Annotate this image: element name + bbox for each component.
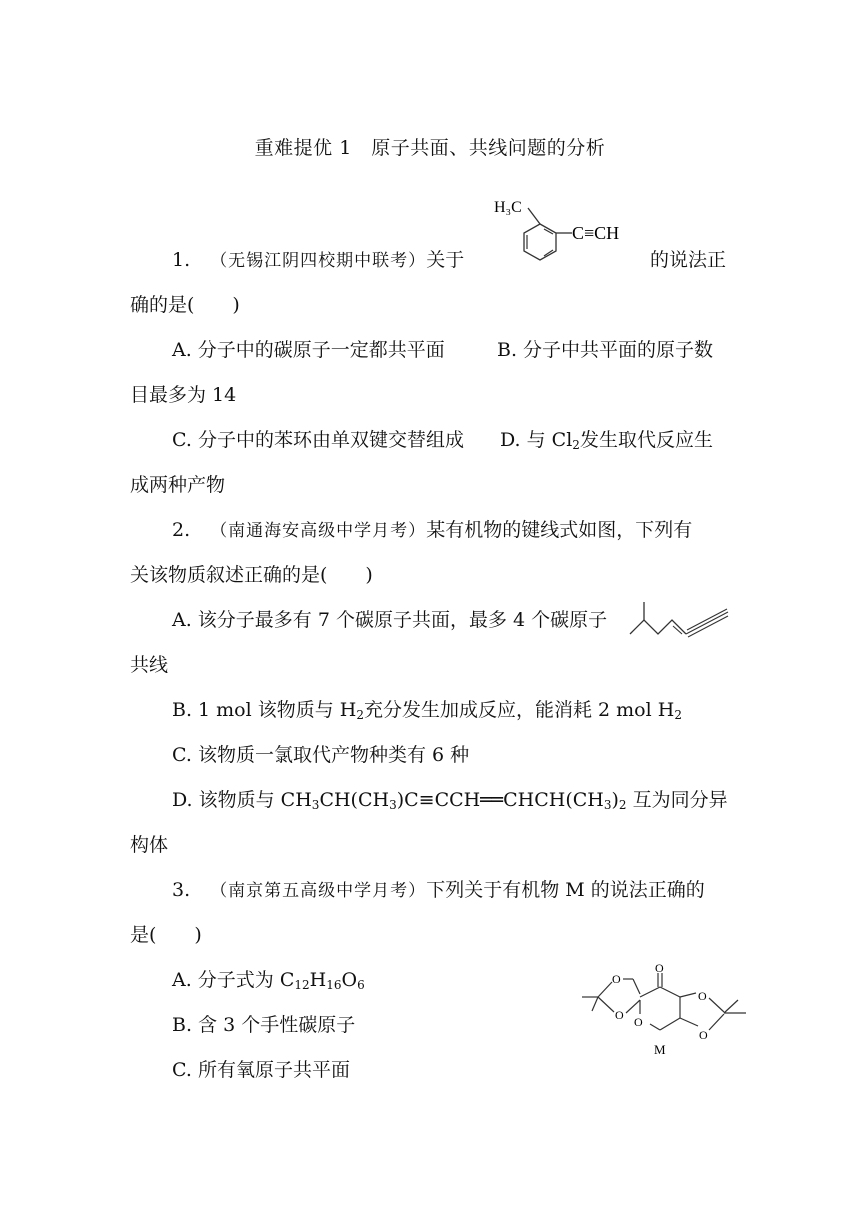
option-1d: D. 与 $Cl_2$发生取代反应生 xyxy=(500,429,713,452)
option-1b-cont: 目最多为 14 xyxy=(130,384,237,406)
methyl-label: H₃C xyxy=(494,199,522,216)
question-source: （无锡江阴四校期中联考） xyxy=(210,251,427,271)
question-2-stem xyxy=(172,515,692,542)
svg-text:O: O xyxy=(634,1015,643,1029)
question-text: 下列关于有机物 M 的说法正确的 xyxy=(426,879,705,901)
molecule-m-label: M xyxy=(654,1042,666,1057)
question-number: 3. xyxy=(172,879,191,901)
question-source: （南通海安高级中学月考） xyxy=(210,521,427,541)
svg-text:O: O xyxy=(655,961,664,975)
option-2a: A. 该分子最多有 7 个碳原子共面，最多 4 个碳原子 xyxy=(172,609,608,631)
option-1d-cont: 成两种产物 xyxy=(130,474,226,496)
question-text: 关于 xyxy=(426,249,465,271)
option-3c: C. 所有氧原子共平面 xyxy=(172,1059,350,1081)
option-2d: D. 该物质与 $CH_3CH(CH_3)C\equiv CCH══CHCH(CH_3)_2$ 互为同分异 xyxy=(172,789,728,812)
molecule-m-structure xyxy=(578,962,753,1057)
question-number: 2. xyxy=(172,519,191,541)
alkyne-label: C≡CH xyxy=(572,223,620,243)
question-number: 1. xyxy=(172,249,191,271)
option-2c: C. 该物质一氯取代产物种类有 6 种 xyxy=(172,744,470,766)
option-1b: B. 分子中共平面的原子数 xyxy=(497,339,714,361)
option-1a: A. 分子中的碳原子一定都共平面 xyxy=(172,339,445,361)
question-1-stem xyxy=(172,245,464,272)
molecule-1-structure xyxy=(492,194,652,266)
molecule-2-structure xyxy=(628,598,738,643)
option-1c: C. 分子中的苯环由单双键交替组成 xyxy=(172,429,464,451)
svg-text:O: O xyxy=(699,1028,708,1042)
page-title: 重难提优 1 原子共面、共线问题的分析 xyxy=(254,137,606,159)
option-2a-cont: 共线 xyxy=(130,654,169,676)
question-1-suffix: 的说法正 xyxy=(650,249,727,271)
question-2-line2: 关该物质叙述正确的是( ) xyxy=(130,564,373,586)
question-source: （南京第五高级中学月考） xyxy=(210,881,427,901)
option-2b: B. 1 mol 该物质与 $H_2$充分发生加成反应，能消耗 2 mol $H_2$ xyxy=(172,699,682,722)
option-3a: A. 分子式为 $C_{12}H_{16}O_6$ xyxy=(172,969,365,992)
svg-text:O: O xyxy=(612,972,621,986)
svg-text:O: O xyxy=(615,1008,624,1022)
question-text: 某有机物的键线式如图，下列有 xyxy=(426,519,693,541)
option-2d-cont: 构体 xyxy=(130,834,169,856)
question-3-line2: 是( ) xyxy=(130,924,202,946)
option-3b: B. 含 3 个手性碳原子 xyxy=(172,1014,356,1036)
svg-text:O: O xyxy=(698,989,707,1003)
question-1-line2: 确的是( ) xyxy=(130,294,240,316)
question-3-stem xyxy=(172,875,705,902)
